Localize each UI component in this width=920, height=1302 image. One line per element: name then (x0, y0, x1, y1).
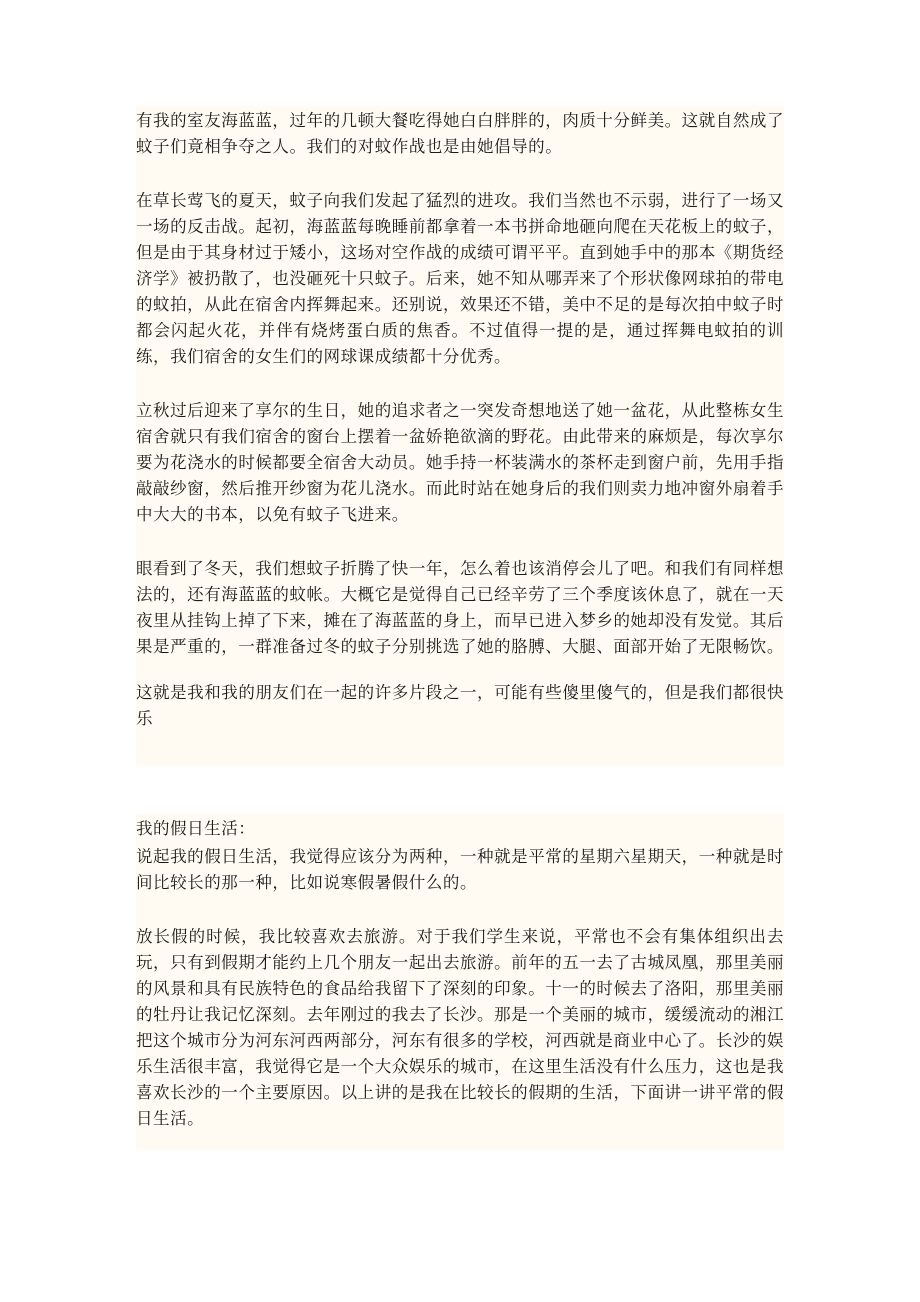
section-title: 我的假日生活： (136, 819, 256, 838)
paragraph: 说起我的假日生活，我觉得应该分为两种，一种就是平常的星期六星期天，一种就是时间比较长的那一种，比如说寒假暑假什么的。 (136, 847, 784, 892)
paragraph: 放长假的时候，我比较喜欢去旅游。对于我们学生来说，平常也不会有集体组织出去玩，只有到假期才能约上几个朋友一起出去旅游。前年的五一去了古城凤凰，那里美丽的风景和具有民族特色的食品给我留下了深刻的印象。十一的时候去了洛阳，那里美丽的牡丹让我记忆深刻。去年刚过的我去了长沙。那是一个美丽的城市，缓缓流动的湘江把这个城市分为河东河西两部分，河东有很多的学校，河西就是商业中心了。长沙的娱乐生活很丰富，我觉得它是一个大众娱乐的城市，在这里生活没有什么压力，这也是我喜欢长沙的一个主要原因。以上讲的是我在比较长的假期的生活，下面讲一讲平常的假日生活。 (136, 927, 784, 1128)
paragraph: 眼看到了冬天，我们想蚊子折腾了快一年，怎么着也该消停会儿了吧。和我们有同样想法的，还有海蓝蓝的蚊帐。大概它是觉得自己已经辛劳了三个季度该休息了，就在一天夜里从挂钩上掉了下来，摊在了海蓝蓝的身上，而早已进入梦乡的她却没有发觉。其后果是严重的，一群准备过冬的蚊子分别挑选了她的胳膊、大腿、面部开始了无限畅饮。 (136, 559, 784, 656)
paragraph: 这就是我和我的朋友们在一起的许多片段之一，可能有些傻里傻气的，但是我们都很快乐 (136, 683, 784, 728)
paragraph: 有我的室友海蓝蓝，过年的几顿大餐吃得她白白胖胖的，肉质十分鲜美。这就自然成了蚊子们竟相争夺之人。我们的对蚊作战也是由她倡导的。 (136, 111, 784, 156)
text-block-holiday-life (136, 814, 784, 1150)
paragraph: 立秋过后迎来了享尔的生日，她的追求者之一突发奇想地送了她一盆花，从此整栋女生宿舍就只有我们宿舍的窗台上摆着一盆娇艳欲滴的野花。由此带来的麻烦是，每次享尔要为花浇水的时候都要全宿舍大动员。她手持一杯装满水的茶杯走到窗户前，先用手指敲敲纱窗，然后推开纱窗为花儿浇水。而此时站在她身后的我们则卖力地冲窗外扇着手中大大的书本，以免有蚊子飞进来。 (136, 401, 784, 524)
text-block-dorm-stories (136, 106, 784, 766)
paragraph: 在草长莺飞的夏天，蚊子向我们发起了猛烈的进攻。我们当然也不示弱，进行了一场又一场的反击战。起初，海蓝蓝每晚睡前都拿着一本书拼命地砸向爬在天花板上的蚊子，但是由于其身材过于矮小，这场对空作战的成绩可谓平平。直到她手中的那本《期货经济学》被扔散了，也没砸死十只蚊子。后来，她不知从哪弄来了个形状像网球拍的带电的蚊拍，从此在宿舍内挥舞起来。还别说，效果还不错，美中不足的是每次拍中蚊子时都会闪起火花，并伴有烧烤蛋白质的焦香。不过值得一提的是，通过挥舞电蚊拍的训练，我们宿舍的女生们的网球课成绩都十分优秀。 (136, 191, 784, 366)
